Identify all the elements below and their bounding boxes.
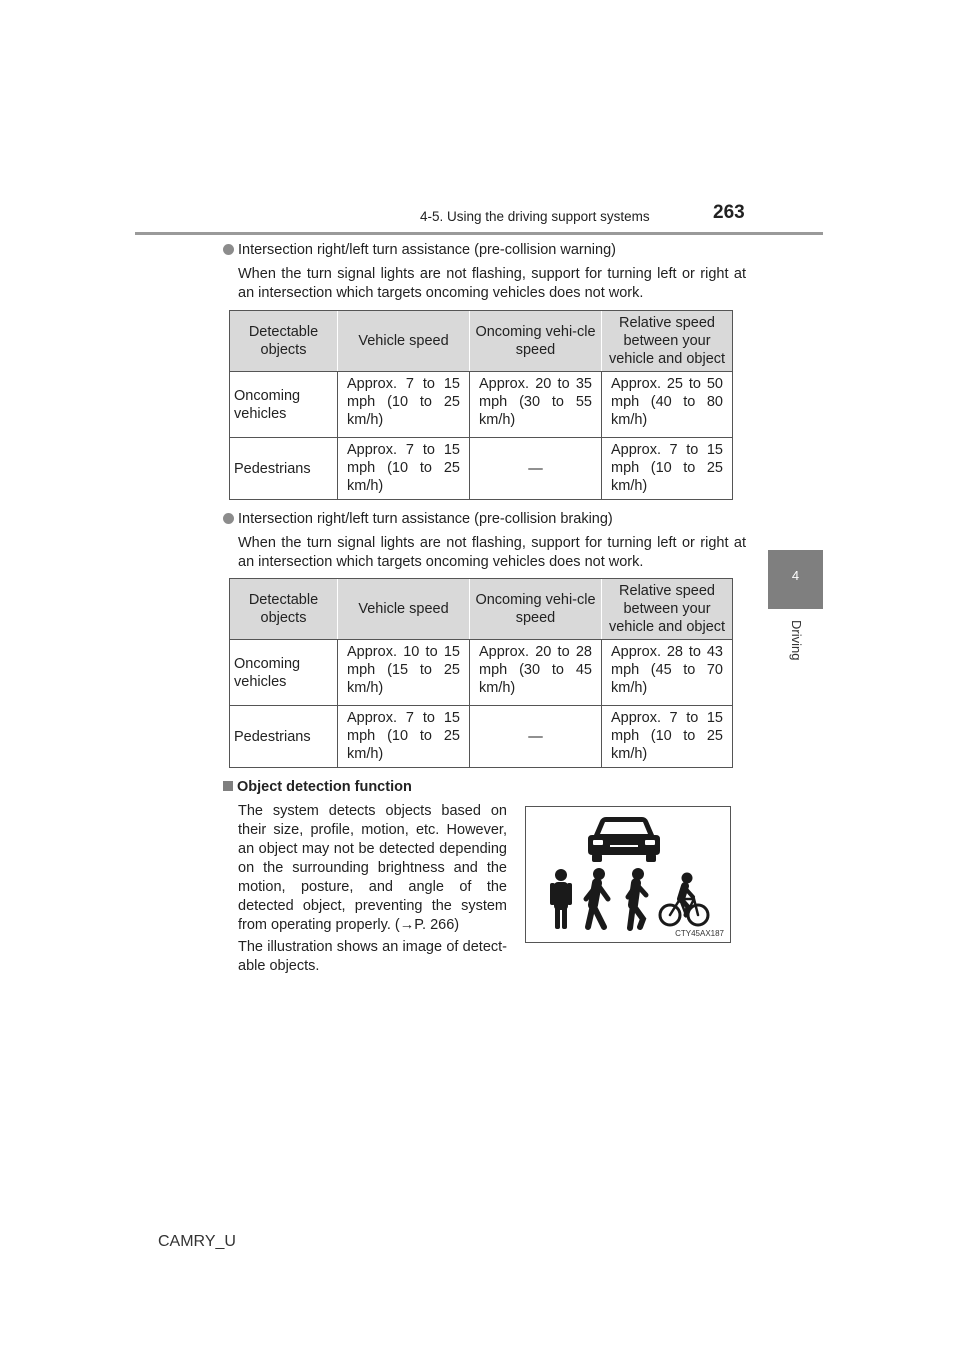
bullet-dot-icon bbox=[223, 513, 234, 524]
braking-description: When the turn signal lights are not flashing, support for turning left or right at an intersection which targets oncoming vehicles does not work. bbox=[238, 535, 746, 570]
table-cell: Approx. 7 to 15 mph (10 to 25 km/h) bbox=[338, 372, 470, 438]
table-cell: Oncoming vehicles bbox=[230, 640, 338, 706]
table-header: Relative speed between your vehicle and object bbox=[602, 579, 733, 640]
page-number: 263 bbox=[713, 202, 745, 223]
table-row bbox=[230, 706, 733, 768]
detectable-objects-illustration bbox=[525, 806, 731, 943]
table-header: Vehicle speed bbox=[338, 579, 470, 640]
walking-person-icon bbox=[628, 868, 646, 928]
table-cell: Approx. 10 to 15 mph (15 to 25 km/h) bbox=[338, 640, 470, 706]
table-cell: Approx. 7 to 15 mph (10 to 25 km/h) bbox=[338, 706, 470, 768]
footer-model-code: CAMRY_U bbox=[158, 1233, 236, 1250]
walking-person-icon bbox=[586, 868, 608, 927]
square-bullet-icon bbox=[223, 781, 233, 791]
table-cell: Approx. 7 to 15 mph (10 to 25 km/h) bbox=[338, 438, 470, 500]
bullet-dot-icon bbox=[223, 244, 234, 255]
table-cell: Pedestrians bbox=[230, 706, 338, 768]
header-section-title: 4-5. Using the driving support systems bbox=[420, 209, 650, 224]
warning-description: When the turn signal lights are not flashing, support for turning left or right at an intersection which targets oncoming vehicles does not work. bbox=[238, 266, 746, 301]
braking-table bbox=[229, 578, 733, 768]
table-header: Oncoming vehi-cle speed bbox=[470, 311, 602, 372]
table-cell: Approx. 20 to 28 mph (30 to 45 km/h) bbox=[470, 640, 602, 706]
table-cell: Approx. 28 to 43 mph (45 to 70 km/h) bbox=[602, 640, 733, 706]
object-detection-paragraph: The illustration shows an image of detect-able objects. bbox=[238, 939, 507, 974]
chapter-label: Driving bbox=[789, 620, 804, 661]
table-row bbox=[230, 640, 733, 706]
bullet-warning: Intersection right/left turn assistance (pre-collision warning) bbox=[223, 242, 616, 258]
table-header: Detectable objects bbox=[230, 311, 338, 372]
table-cell: Approx. 7 to 15 mph (10 to 25 km/h) bbox=[602, 438, 733, 500]
table-cell: — bbox=[470, 438, 602, 500]
illustration-code: CTY45AX187 bbox=[675, 929, 724, 938]
table-row bbox=[230, 438, 733, 500]
table-cell: Approx. 25 to 50 mph (40 to 80 km/h) bbox=[602, 372, 733, 438]
header-rule bbox=[135, 232, 823, 235]
table-header: Vehicle speed bbox=[338, 311, 470, 372]
chapter-tab bbox=[768, 550, 823, 609]
object-detection-text bbox=[238, 802, 507, 979]
section-heading: Object detection function bbox=[223, 779, 412, 795]
chapter-number: 4 bbox=[791, 568, 800, 583]
table-header: Relative speed between your vehicle and object bbox=[602, 311, 733, 372]
table-row bbox=[230, 372, 733, 438]
standing-person-icon bbox=[550, 869, 572, 929]
table-cell: Approx. 7 to 15 mph (10 to 25 km/h) bbox=[602, 706, 733, 768]
bicycle-rider-icon bbox=[660, 873, 708, 926]
table-cell: Pedestrians bbox=[230, 438, 338, 500]
table-header: Detectable objects bbox=[230, 579, 338, 640]
object-detection-paragraph: The system detects objects based on their size, profile, motion, etc. However, an object may not be detected depending on the surrounding brightness and the motion, posture, and angle of the detected object, preventing the system from operating properly. (→P. 266) bbox=[238, 803, 507, 933]
table-header: Oncoming vehi-cle speed bbox=[470, 579, 602, 640]
bullet-braking: Intersection right/left turn assistance (pre-collision braking) bbox=[223, 511, 613, 527]
table-cell: Approx. 20 to 35 mph (30 to 55 km/h) bbox=[470, 372, 602, 438]
table-cell: Oncoming vehicles bbox=[230, 372, 338, 438]
warning-table bbox=[229, 310, 733, 500]
table-cell: — bbox=[470, 706, 602, 768]
